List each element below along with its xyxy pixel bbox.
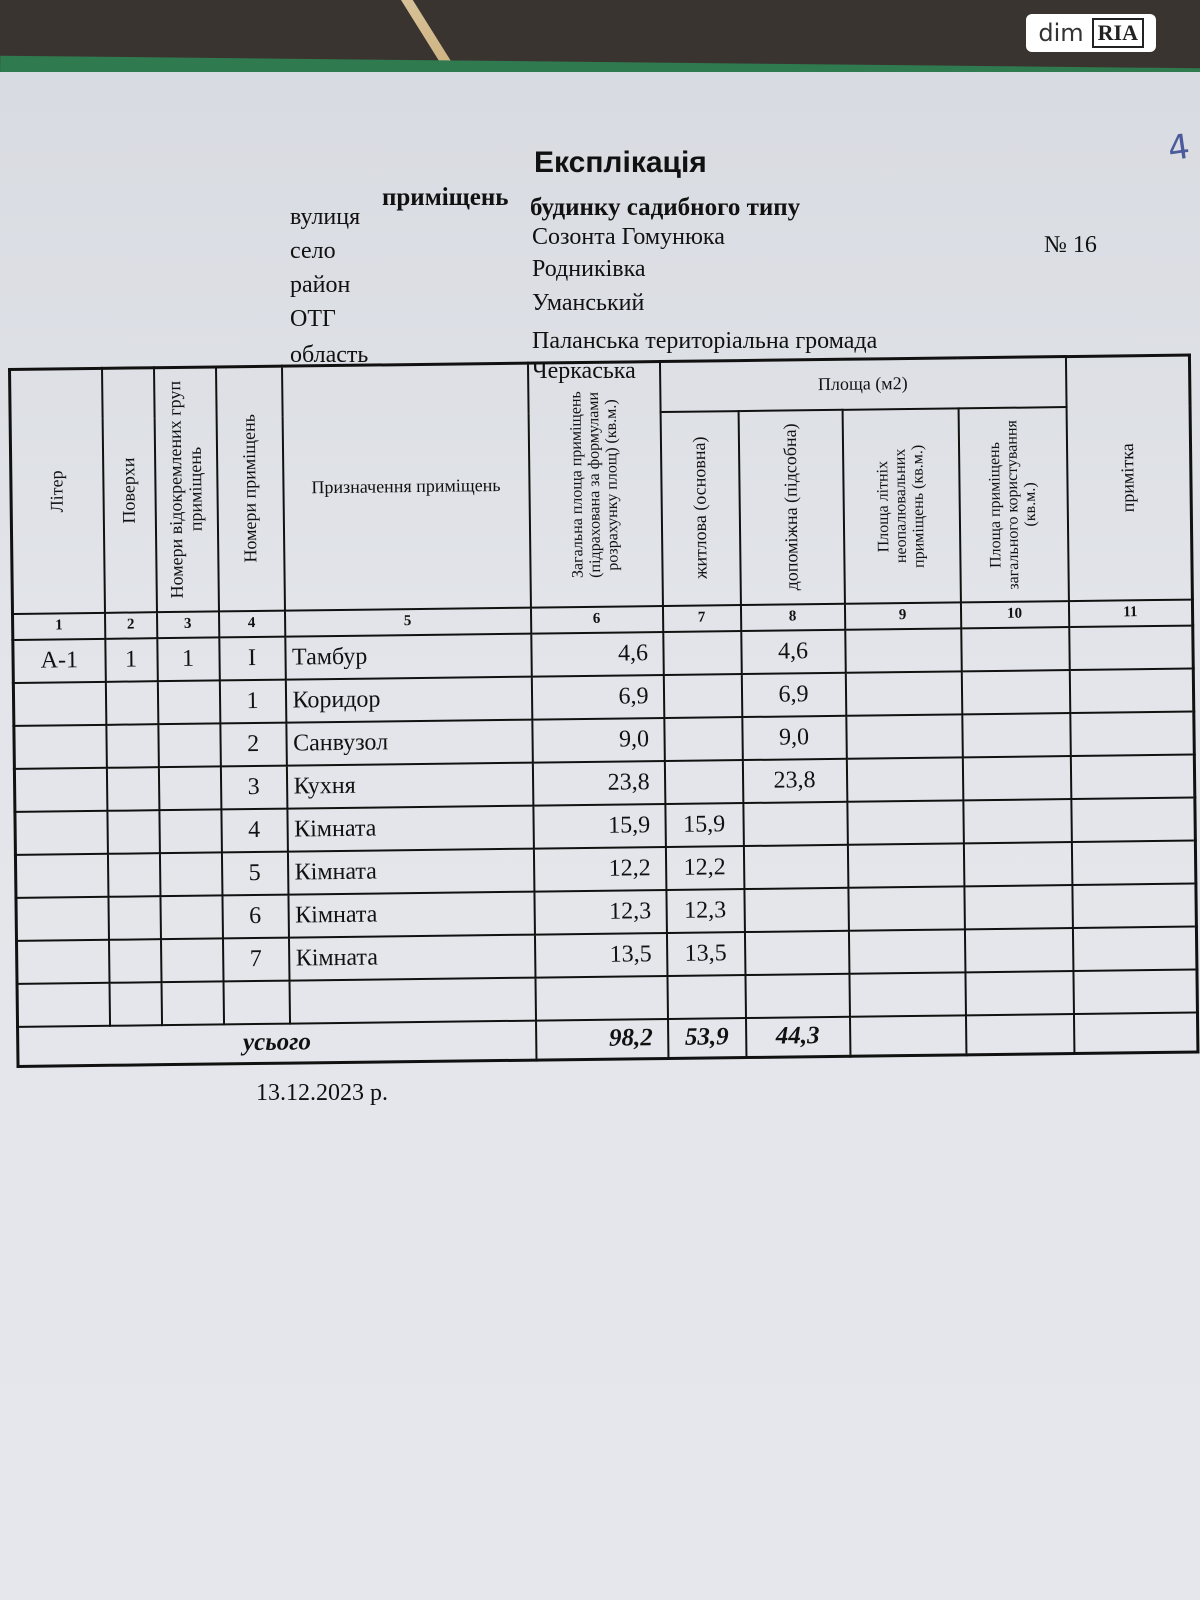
col-number: 1 — [12, 612, 104, 639]
cell-room-number: 6 — [222, 894, 289, 938]
cell-note — [1070, 754, 1195, 799]
cell-group — [161, 981, 224, 1025]
cell-auxiliary-area: 4,6 — [741, 629, 846, 673]
cell-summer-area — [848, 929, 965, 973]
community-label: ОТГ — [290, 306, 336, 332]
cell-group: 1 — [157, 637, 220, 681]
col-number: 2 — [104, 612, 156, 639]
cell-total-area: 23,8 — [532, 761, 665, 806]
cell-note — [1072, 883, 1197, 928]
cell-purpose: Кухня — [286, 762, 533, 808]
cell-note — [1069, 625, 1194, 670]
cell-note — [1069, 668, 1194, 713]
header-room-numbers: Номери приміщень — [216, 366, 285, 611]
cell-purpose: Кімната — [287, 848, 534, 894]
cell-auxiliary-area — [744, 887, 849, 931]
cell-note — [1073, 969, 1198, 1014]
region-label: область — [290, 342, 369, 368]
cell-room-number: 1 — [219, 679, 286, 723]
cell-common-area — [962, 713, 1071, 757]
house-number: № 16 — [1044, 232, 1097, 258]
document-subtitle-right: будинку садибного типу — [530, 194, 801, 221]
cell-purpose: Коридор — [285, 676, 532, 722]
cell-auxiliary-area: 23,8 — [742, 758, 847, 802]
totals-summer — [849, 1015, 965, 1056]
document-date: 13.12.2023 р. — [256, 1080, 388, 1106]
col-number: 10 — [960, 601, 1068, 628]
totals-auxiliary: 44,3 — [745, 1016, 849, 1057]
cell-total-area: 15,9 — [533, 804, 666, 849]
col-number: 8 — [740, 603, 844, 630]
cell-room-number: 4 — [221, 808, 288, 852]
cell-common-area — [964, 885, 1073, 929]
cell-living-area: 12,2 — [665, 846, 744, 890]
cell-common-area — [963, 799, 1072, 843]
totals-living: 53,9 — [667, 1018, 745, 1059]
cell-living-area: 13,5 — [666, 932, 745, 976]
cell-summer-area — [845, 671, 962, 715]
district-value: Уманський — [532, 290, 645, 316]
cell-living-area — [667, 975, 746, 1019]
cell-floor — [107, 810, 160, 854]
col-number: 11 — [1068, 599, 1192, 627]
cell-room-number: I — [219, 636, 286, 680]
col-number: 4 — [218, 610, 284, 637]
cell-summer-area — [849, 972, 966, 1016]
totals-total: 98,2 — [536, 1018, 668, 1060]
header-living: житлова (основна) — [660, 411, 740, 606]
cell-auxiliary-area — [743, 844, 848, 888]
cell-floor — [107, 853, 160, 897]
watermark-logo: RIA — [1092, 18, 1144, 48]
cell-summer-area — [847, 843, 964, 887]
cell-auxiliary-area: 9,0 — [742, 715, 847, 759]
cell-group — [159, 809, 222, 853]
cell-auxiliary-area — [743, 801, 848, 845]
cell-living-area — [663, 631, 742, 675]
header-total-area: Загальна площа приміщень (підрахована за формулами розрахунку площ) (кв.м.) — [527, 362, 662, 608]
cell-group — [159, 852, 222, 896]
cell-group — [157, 680, 220, 724]
cell-total-area: 12,3 — [534, 890, 667, 935]
cell-note — [1070, 711, 1195, 756]
cell-liter — [13, 681, 106, 725]
cell-note — [1072, 926, 1197, 971]
cell-liter — [15, 853, 108, 897]
cell-liter — [16, 896, 109, 940]
col-number: 3 — [156, 611, 218, 638]
cell-living-area — [664, 760, 743, 804]
village-value: Родниківка — [532, 256, 646, 282]
col-number: 9 — [844, 602, 960, 629]
cell-summer-area — [846, 757, 963, 801]
cell-total-area: 6,9 — [531, 675, 664, 720]
col-number: 6 — [530, 606, 662, 634]
cell-common-area — [964, 928, 1073, 972]
header-auxiliary: допоміжна (підсобна) — [738, 409, 844, 604]
cell-auxiliary-area — [744, 930, 849, 974]
cell-purpose: Санвузол — [286, 719, 533, 765]
explication-table — [8, 354, 1199, 1068]
header-common: Площа приміщень загального користування (кв.м.) — [958, 407, 1068, 602]
cell-liter — [14, 724, 107, 768]
dimria-watermark — [1026, 14, 1156, 52]
cell-living-area — [664, 717, 743, 761]
totals-label: усього — [18, 1020, 536, 1066]
cell-liter — [14, 767, 107, 811]
street-value: Созонта Гомунюка — [532, 224, 725, 250]
cell-liter: А-1 — [13, 638, 106, 682]
cell-summer-area — [845, 628, 962, 672]
cell-floor — [108, 896, 161, 940]
cell-room-number: 5 — [221, 851, 288, 895]
cell-summer-area — [848, 886, 965, 930]
region-value: Черкаська — [532, 358, 636, 384]
cell-summer-area — [846, 714, 963, 758]
cell-floor: 1 — [105, 638, 158, 682]
street-label: вулиця — [290, 204, 361, 230]
cell-purpose: Кімната — [287, 805, 534, 851]
village-label: село — [290, 238, 336, 264]
cell-floor — [106, 724, 159, 768]
cell-total-area: 13,5 — [534, 932, 667, 977]
cell-group — [158, 766, 221, 810]
cell-group — [160, 895, 223, 939]
explication-table-wrapper — [8, 354, 1197, 1078]
document-subtitle-left: приміщень — [382, 184, 509, 211]
header-group-numbers: Номери відокремлених груп приміщень — [154, 367, 219, 612]
cell-liter — [15, 810, 108, 854]
cell-group — [158, 723, 221, 767]
cell-group — [160, 938, 223, 982]
cell-room-number: 2 — [220, 722, 287, 766]
cell-liter — [17, 982, 110, 1026]
handwritten-page-mark: 4 — [1165, 126, 1193, 170]
cell-living-area — [663, 674, 742, 718]
cell-common-area — [961, 627, 1070, 671]
cell-auxiliary-area: 6,9 — [741, 672, 846, 716]
header-area-group: Площа (м2) — [659, 357, 1066, 412]
totals-note — [1073, 1012, 1197, 1054]
cell-purpose — [289, 977, 536, 1023]
totals-common — [965, 1014, 1074, 1055]
cell-common-area — [961, 670, 1070, 714]
watermark-brand: dim — [1038, 19, 1084, 47]
cell-common-area — [965, 971, 1074, 1015]
header-purpose: Призначення приміщень — [281, 363, 530, 610]
cell-total-area: 4,6 — [531, 632, 664, 677]
cell-purpose: Кімната — [288, 934, 535, 980]
cell-room-number: 3 — [220, 765, 287, 809]
cell-summer-area — [847, 800, 964, 844]
cell-living-area: 15,9 — [665, 803, 744, 847]
cell-purpose: Кімната — [288, 891, 535, 937]
cell-room-number — [223, 980, 290, 1024]
cell-floor — [108, 939, 161, 983]
header-note: примітка — [1065, 355, 1192, 600]
header-summer: Площа літніх неопалювальних приміщень (кв.м.) — [842, 408, 960, 603]
cell-liter — [16, 939, 109, 983]
cell-living-area: 12,3 — [666, 889, 745, 933]
document-title: Експлікація — [534, 146, 707, 179]
cell-floor — [105, 681, 158, 725]
cell-auxiliary-area — [745, 973, 850, 1017]
cell-total-area: 12,2 — [533, 847, 666, 892]
cell-floor — [106, 767, 159, 811]
cell-note — [1071, 797, 1196, 842]
header-liter: Літер — [10, 368, 105, 613]
district-label: район — [290, 272, 351, 298]
col-number: 7 — [662, 605, 740, 632]
header-floors: Поверхи — [102, 368, 157, 613]
cell-common-area — [963, 842, 1072, 886]
cell-purpose: Тамбур — [285, 633, 532, 679]
cell-common-area — [962, 756, 1071, 800]
cell-note — [1071, 840, 1196, 885]
col-number: 5 — [284, 607, 530, 636]
community-value: Паланська територіальна громада — [532, 328, 878, 354]
cell-total-area: 9,0 — [532, 718, 665, 763]
cell-floor — [109, 982, 162, 1026]
cell-room-number: 7 — [222, 937, 289, 981]
cell-total-area — [535, 975, 668, 1020]
